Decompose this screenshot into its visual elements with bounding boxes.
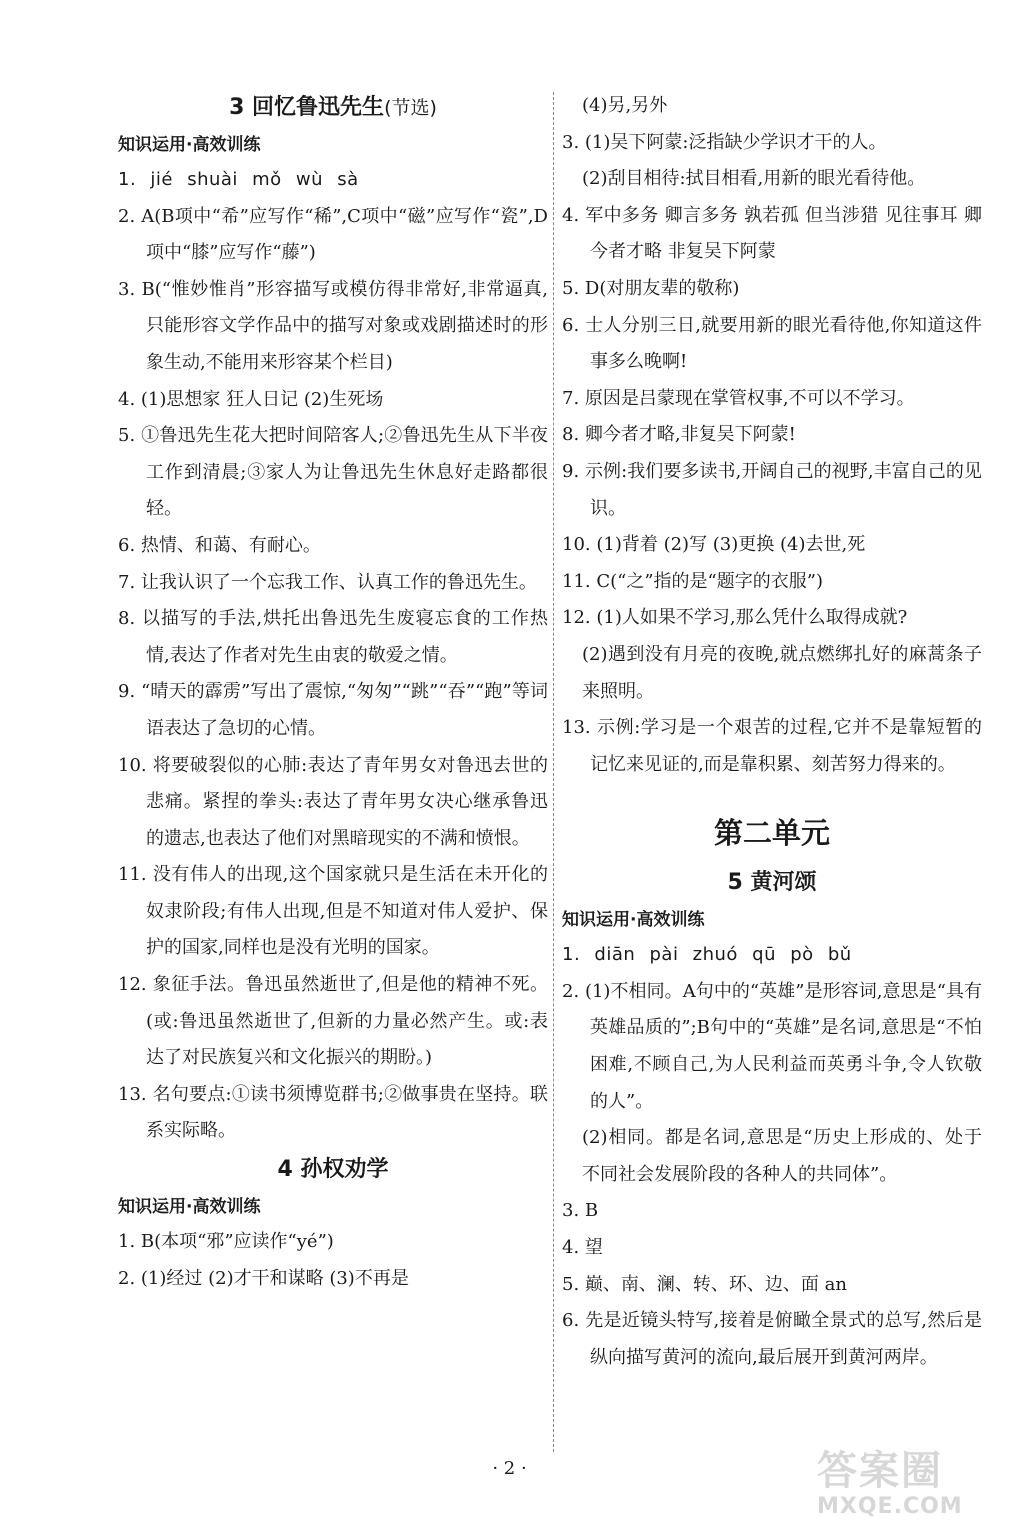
answer-item: 1. jié shuài mǒ wù sà <box>118 169 359 190</box>
lesson-3-subhead: 知识运用·高效训练 <box>118 135 261 155</box>
answer-item: 3. (1)吴下阿蒙:泛指缺少学识才干的人。 <box>562 131 887 153</box>
answer-item: 1. B(本项“邪”应读作“yé”) <box>118 1231 334 1253</box>
lesson-3-title-sub: (节选) <box>384 97 437 119</box>
lesson-3-title <box>118 88 548 128</box>
answer-item: 6. 热情、和蔼、有耐心。 <box>118 534 321 556</box>
answer-item: 10. (1)背着 (2)写 (3)更换 (4)去世,死 <box>562 534 866 556</box>
lesson-5-subhead: 知识运用·高效训练 <box>562 910 705 931</box>
answer-item: (4)另,另外 <box>582 95 668 116</box>
answer-item: 4. 军中多务 卿言多务 孰若孤 但当涉猎 见往事耳 卿今者才略 非复吴下阿蒙 <box>562 204 982 263</box>
answer-item: 9. “晴天的霹雳”写出了震惊,“匆匆”“跳”“吞”“跑”等词语表达了急切的心情。 <box>118 681 548 739</box>
answer-item: 11. C(“之”指的是“题字的衣服”) <box>562 570 823 592</box>
unit-title: 第二单元 <box>713 816 830 851</box>
page-number: · 2 · <box>492 1458 527 1479</box>
answer-item: 12. 象征手法。鲁迅虽然逝世了,但是他的精神不死。(或:鲁迅虽然逝世了,但新的力量必然产生。或:表达了对民族复兴和文化振兴的期盼。) <box>118 974 548 1069</box>
lesson-3-title-text: 3 回忆鲁迅先生 <box>229 95 385 120</box>
answer-item: 4. 望 <box>562 1237 603 1259</box>
answer-item: 4. (1)思想家 狂人日记 (2)生死场 <box>118 388 384 410</box>
answer-item: 9. 示例:我们要多读书,开阔自己的视野,丰富自己的见识。 <box>562 460 982 519</box>
answer-item: 5. D(对朋友辈的敬称) <box>562 277 740 299</box>
answer-item: 13. 名句要点:①读书须博览群书;②做事贵在坚持。联系实际略。 <box>118 1083 548 1142</box>
answer-item: (2)相同。都是名词,意思是“历史上形成的、处于不同社会发展阶段的各种人的共同体”。 <box>582 1127 982 1185</box>
lesson-4-title: 4 孙权劝学 <box>277 1157 389 1183</box>
watermark-logo <box>817 1448 1007 1528</box>
answer-item: 3. B(“惟妙惟肖”形容描写或模仿得非常好,非常逼真,只能形容文学作品中的描写对象或戏剧描述时的形象生动,不能用来形容某个栏目) <box>118 278 548 373</box>
lesson-5-title: 5 黄河颂 <box>727 870 817 896</box>
answer-item: (2)刮目相待:拭目相看,用新的眼光看待他。 <box>582 168 926 190</box>
answer-item: 11. 没有伟人的出现,这个国家就只是生活在未开化的奴隶阶段;有伟人出现,但是不知道对伟人爱护、保护的国家,同样也是没有光明的国家。 <box>118 864 548 959</box>
lesson-4-subhead: 知识运用·高效训练 <box>118 1197 261 1218</box>
answer-item: 7. 让我认识了一个忘我工作、认真工作的鲁迅先生。 <box>118 571 537 593</box>
answer-item: 8. 以描写的手法,烘托出鲁迅先生废寝忘食的工作热情,表达了作者对先生由衷的敬爱之情。 <box>118 608 548 666</box>
watermark-url: MXQE.COM <box>817 1494 963 1519</box>
answer-item: 12. (1)人如果不学习,那么凭什么取得成就? <box>562 607 908 629</box>
answer-item: 2. (1)经过 (2)才干和谋略 (3)不再是 <box>118 1267 409 1289</box>
right-column <box>562 88 982 1376</box>
answer-item: (2)遇到没有月亮的夜晚,就点燃绑扎好的麻蒿条子来照明。 <box>582 643 982 702</box>
answer-item: 3. B <box>562 1200 599 1222</box>
answer-item: 6. 士人分别三日,就要用新的眼光看待他,你知道这件事多么晚啊! <box>562 314 982 373</box>
answer-item: 5. 巅、南、澜、转、环、边、面 an <box>562 1273 847 1295</box>
answer-item: 1. diān pài zhuó qū pò bǔ <box>562 944 852 966</box>
answer-item: 7. 原因是吕蒙现在掌管权事,不可以不学习。 <box>562 387 915 409</box>
answer-item: 10. 将要破裂似的心肺:表达了青年男女对鲁迅去世的悲痛。紧捏的拳头:表达了青年男女决心继承鲁迅的遗志,也表达了他们对黑暗现实的不满和愤恨。 <box>118 754 548 849</box>
watermark-text: 答案圈 <box>817 1448 943 1494</box>
answer-item: 6. 先是近镜头特写,接着是俯瞰全景式的总写,然后是纵向描写黄河的流向,最后展开到黄河两岸。 <box>562 1310 982 1368</box>
answer-item: 13. 示例:学习是一个艰苦的过程,它并不是靠短暂的记忆来见证的,而是靠积累、刻苦努力得来的。 <box>562 717 982 775</box>
answer-item: 8. 卿今者才略,非复吴下阿蒙! <box>562 424 796 446</box>
left-column <box>118 88 548 1297</box>
answer-item: 2. (1)不相同。A句中的“英雄”是形容词,意思是“具有英雄品质的”;B句中的“英雄”是名词,意思是“不怕困难,不顾自己,为人民利益而英勇斗争,令人钦敬的人”。 <box>562 980 982 1112</box>
column-divider <box>553 92 554 1452</box>
answer-item: 5. ①鲁迅先生花大把时间陪客人;②鲁迅先生从下半夜工作到清晨;③家人为让鲁迅先生休息好走路都很轻。 <box>118 425 548 520</box>
answer-item: 2. A(B项中“希”应写作“稀”,C项中“磁”应写作“瓷”,D项中“膝”应写作“藤”) <box>118 205 548 264</box>
